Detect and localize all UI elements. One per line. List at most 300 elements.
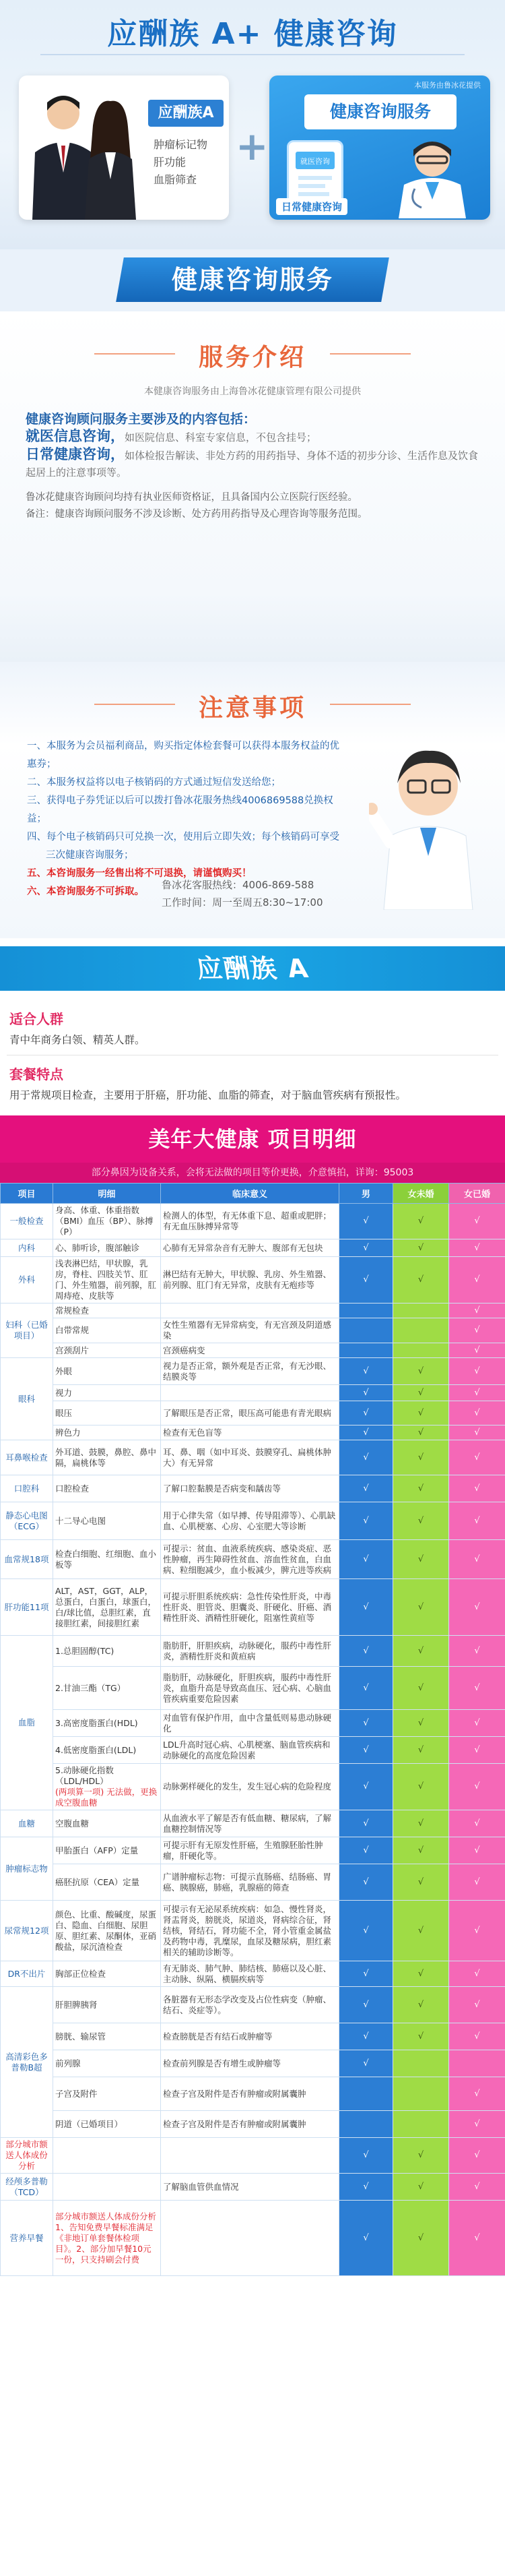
check-icon: √ (417, 1999, 424, 2010)
cell-female-married-check (449, 2201, 505, 2276)
check-icon: √ (363, 1515, 369, 1526)
detail-text: 4.低密度脂蛋白(LDL) (55, 1744, 137, 1755)
cell-male-check (339, 2111, 393, 2138)
check-icon: √ (474, 1717, 480, 1728)
detail-text: 癌胚抗原（CEA）定量 (55, 1876, 140, 1887)
cell-female-unmarried-check (393, 2201, 449, 2276)
cell-male-check (339, 2023, 393, 2050)
package-info (0, 1000, 505, 1110)
cell-detail (53, 2138, 161, 2174)
check-icon: √ (363, 1818, 369, 1829)
check-icon: √ (474, 1781, 480, 1791)
cell-male-check (339, 1502, 393, 1540)
cell-male-check (339, 1318, 393, 1343)
cell-detail (53, 1710, 161, 1737)
table-row (1, 1425, 505, 1440)
check-icon: √ (474, 1744, 480, 1755)
cell-female-unmarried-check (393, 1425, 449, 1440)
cell-meaning: 宫颈癌病变 (161, 1343, 339, 1358)
detail-text: 胸部正位检查 (55, 1968, 106, 1979)
col-header-meaning: 临床意义 (161, 1184, 339, 1204)
heading-line-right (330, 353, 411, 355)
cell-female-unmarried-check (393, 1764, 449, 1810)
package-card[interactable] (19, 75, 229, 220)
cell-meaning: 可提示有无泌尿系统疾病：如急、慢性肾炎，肾盂肾炎，膀胱炎，尿道炎，肾病综合征，肾结核，肾结石，肾功能不全，肾小管重金属盐及药物中毒，乳糜尿，血尿及糖尿病，胆红素相关的辅助诊断等。 (161, 1901, 339, 1961)
cell-male-check (339, 1343, 393, 1358)
check-icon: √ (363, 1366, 369, 1376)
table-row (1, 2174, 505, 2201)
cell-meaning (161, 1304, 339, 1318)
notice-item: 一、本服务为会员福利商品，购买指定体检套餐可以获得本服务权益的优惠券； (27, 741, 339, 770)
cell-male-check (339, 1425, 393, 1440)
consultant-qualification: 鲁冰花健康咨询顾问均持有执业医师资格证，且具备国内公立医院行医经验。 (26, 492, 358, 503)
cell-male-check (339, 2174, 393, 2201)
check-icon: √ (417, 1818, 424, 1829)
service-intro-section (0, 311, 505, 662)
check-icon: √ (417, 1452, 424, 1463)
cell-item: DR不出片 (1, 1961, 53, 1987)
scope-item-daily-consult (26, 446, 483, 481)
cell-item: 耳鼻喉检查 (1, 1440, 53, 1475)
cell-detail (53, 1385, 161, 1401)
col-header-detail: 明细 (53, 1184, 161, 1204)
check-icon: √ (363, 1407, 369, 1418)
detail-text: 检查白细胞、红细胞、血小板等 (55, 1548, 157, 1570)
spacer (26, 481, 483, 489)
cell-male-check (339, 1304, 393, 1318)
cell-detail (53, 2174, 161, 2201)
cell-female-unmarried-check (393, 2077, 449, 2111)
scope-text: 如体检报告解读、非处方药的用药指导、身体不适的初步分诊、生活作息及饮食起居上的注意事项等。 (26, 450, 479, 479)
cell-detail (53, 2077, 161, 2111)
detail-text: 肝胆脾胰肾 (55, 1999, 98, 2010)
detail-text: 3.高密度脂蛋白(HDL) (55, 1717, 138, 1728)
cell-male-check (339, 1579, 393, 1636)
cell-female-married-check (449, 1540, 505, 1579)
detail-text: 前列腺 (55, 2058, 81, 2068)
cell-female-married-check (449, 1318, 505, 1343)
detail-text: 辨色力 (55, 1427, 81, 1438)
cell-detail (53, 1239, 161, 1257)
cell-female-married-check (449, 1636, 505, 1667)
cell-detail (53, 1343, 161, 1358)
scope-text: 如医院信息、科室专家信息，不包含挂号； (125, 431, 317, 443)
cell-male-check (339, 1358, 393, 1385)
plus-icon: + (236, 123, 269, 169)
cell-female-unmarried-check (393, 1358, 449, 1385)
notice-section (0, 662, 505, 938)
package-name-tag: 应酬族A (148, 100, 224, 127)
provider-note: 本服务由鲁冰花提供 (414, 81, 481, 90)
cell-female-unmarried-check (393, 1961, 449, 1987)
cell-male-check (339, 1837, 393, 1864)
check-icon: √ (474, 1645, 480, 1656)
cell-detail (53, 1475, 161, 1502)
cell-meaning: LDL升高时冠心病、心肌梗塞、脑血管疾病和动脉硬化的高度危险因素 (161, 1737, 339, 1764)
table-row (1, 1764, 505, 1810)
check-icon: √ (474, 2232, 480, 2243)
section-title: 应酬族 A (193, 954, 312, 983)
cell-male-check (339, 1764, 393, 1810)
cell-item: 口腔科 (1, 1475, 53, 1502)
col-header-female-unmarried: 女未婚 (393, 1184, 449, 1204)
check-icon: √ (474, 2088, 480, 2099)
cell-female-married-check (449, 1710, 505, 1737)
check-icon: √ (363, 1845, 369, 1856)
notice-item-warning: 六、本咨询服务不可拆取。 (27, 886, 144, 897)
cell-female-unmarried-check (393, 1901, 449, 1961)
detail-text: 颜色、比重、酸碱度，尿蛋白、隐血、白细胞、尿胆原、胆红素、尿酮体，亚硝酸盐，尿沉渣检查 (55, 1909, 157, 1952)
cell-male-check (339, 1385, 393, 1401)
cell-female-married-check (449, 1837, 505, 1864)
cell-female-married-check (449, 1987, 505, 2023)
package-features (0, 1055, 505, 1110)
check-icon: √ (363, 2150, 369, 2160)
service-intro-heading-wrap (0, 338, 505, 373)
check-icon: √ (474, 1483, 480, 1494)
check-icon: √ (417, 2181, 424, 2192)
table-row (1, 2050, 505, 2077)
detail-text: 眼压 (55, 1407, 73, 1418)
cell-detail (53, 1425, 161, 1440)
cell-item: 妇科（已婚项目） (1, 1304, 53, 1358)
item-table-subtitle: 部分鼻因为设备关系，会将无法做的项目等价更换，介意慎拍，详询：95003 (0, 1163, 505, 1183)
heading-line-left (94, 353, 175, 355)
check-icon: √ (363, 1968, 369, 1979)
cell-detail (53, 1304, 161, 1318)
check-icon: √ (363, 1387, 369, 1398)
cell-detail (53, 1810, 161, 1837)
table-row (1, 1837, 505, 1864)
detail-text: 2.甘油三酯（TG） (55, 1682, 126, 1693)
suitable-crowd-label: 适合人群 (9, 1011, 63, 1027)
cell-meaning: 淋巴结有无肿大，甲状腺、乳房、外生殖器、前列腺、肛门有无异常，皮肤有无疱疹等 (161, 1257, 339, 1304)
cell-item: 高清彩色多普勒B超 (1, 1987, 53, 2138)
cell-detail (53, 1961, 161, 1987)
daily-consult-badge: 日常健康咨询 (276, 198, 347, 215)
check-icon: √ (363, 1876, 369, 1887)
detail-text: 1.总胆固醇(TC) (55, 1645, 114, 1656)
scope-title: 就医信息咨询， (26, 428, 125, 444)
check-icon: √ (363, 1682, 369, 1693)
cell-female-unmarried-check (393, 2111, 449, 2138)
cell-detail (53, 1318, 161, 1343)
check-icon: √ (363, 1427, 369, 1438)
check-icon: √ (363, 1601, 369, 1612)
check-icon: √ (417, 1366, 424, 1376)
cell-male-check (339, 2050, 393, 2077)
cell-male-check (339, 1636, 393, 1667)
cell-female-unmarried-check (393, 1837, 449, 1864)
cell-female-married-check (449, 1864, 505, 1901)
check-icon: √ (363, 2181, 369, 2192)
check-icon: √ (474, 1515, 480, 1526)
check-icon: √ (417, 1483, 424, 1494)
cell-meaning: 有无肺炎、肺气肿、肺结核、肺癌以及心脏、主动脉、纵隔、横膈疾病等 (161, 1961, 339, 1987)
table-row (1, 1358, 505, 1385)
check-icon: √ (417, 2150, 424, 2160)
notice-item: 二、本服务权益将以电子核销码的方式通过短信发送给您； (27, 777, 281, 788)
check-icon: √ (417, 1407, 424, 1418)
cell-meaning: 检查前列腺是否有增生或肿瘤等 (161, 2050, 339, 2077)
cell-meaning (161, 2201, 339, 2276)
section-title-bar (0, 946, 505, 991)
check-icon: √ (363, 1242, 369, 1253)
cell-female-unmarried-check (393, 1257, 449, 1304)
check-icon: √ (417, 2232, 424, 2243)
cell-meaning: 了解口腔黏膜是否病变和龋齿等 (161, 1475, 339, 1502)
table-row (1, 1636, 505, 1667)
check-icon: √ (474, 1968, 480, 1979)
scope-item-medical-info (26, 428, 483, 446)
cell-meaning: 视力是否正常，额外观是否正常，有无沙眼、结膜炎等 (161, 1358, 339, 1385)
check-icon: √ (363, 2058, 369, 2068)
cell-female-married-check (449, 1440, 505, 1475)
cell-male-check (339, 1401, 393, 1425)
check-icon: √ (474, 1452, 480, 1463)
cell-detail (53, 1864, 161, 1901)
check-icon: √ (474, 1999, 480, 2010)
check-icon: √ (417, 1427, 424, 1438)
cell-detail (53, 1987, 161, 2023)
check-icon: √ (474, 1925, 480, 1936)
col-header-item: 项目 (1, 1184, 53, 1204)
detail-text: 5.动脉硬化指数（LDL/HDL） (55, 1765, 114, 1786)
notice-item-warning: 五、本咨询服务一经售出将不可退换，请谨慎购买！ (27, 868, 252, 879)
check-icon: √ (363, 1925, 369, 1936)
table-row (1, 1304, 505, 1318)
cell-item: 外科 (1, 1257, 53, 1304)
item-detail-table (0, 1183, 505, 2276)
cell-female-married-check (449, 2111, 505, 2138)
cell-male-check (339, 1901, 393, 1961)
check-icon: √ (417, 1845, 424, 1856)
detail-text: 空腹血糖 (55, 1818, 90, 1829)
hero-banner (0, 0, 505, 249)
cell-female-married-check (449, 2077, 505, 2111)
cell-meaning: 检查膀胱是否有结石或肿瘤等 (161, 2023, 339, 2050)
col-header-male: 男 (339, 1184, 393, 1204)
cell-meaning: 可提示肝有无原发性肝癌，生殖腺胚胎性肿瘤，肝硬化等。 (161, 1837, 339, 1864)
cell-meaning: 耳、鼻、咽（如中耳炎、鼓膜穿孔、扁桃体肿大）有无异常 (161, 1440, 339, 1475)
cell-detail (53, 1257, 161, 1304)
notice-item: 三、获得电子券凭证以后可以拨打鲁冰花服务热线4006869588兑换权益； (27, 795, 333, 824)
cell-female-married-check (449, 1764, 505, 1810)
cell-female-married-check (449, 1343, 505, 1358)
cell-detail (53, 2050, 161, 2077)
table-row (1, 1385, 505, 1401)
cell-detail (53, 2023, 161, 2050)
cell-female-married-check (449, 1358, 505, 1385)
business-people-illustration (23, 85, 151, 220)
cell-item: 肿瘤标志物 (1, 1837, 53, 1901)
table-row (1, 1667, 505, 1710)
cell-female-unmarried-check (393, 1239, 449, 1257)
check-icon: √ (474, 2150, 480, 2160)
check-icon: √ (417, 1601, 424, 1612)
check-icon: √ (417, 1744, 424, 1755)
package-features-text: 用于常规项目检查，主要用于肝癌，肝功能、血脂的筛查，对于脑血管疾病有预报性。 (9, 1089, 407, 1101)
cell-item: 尿常规12项 (1, 1901, 53, 1961)
table-row (1, 1502, 505, 1540)
table-row (1, 2138, 505, 2174)
cell-female-unmarried-check (393, 2138, 449, 2174)
col-header-female-married: 女已婚 (449, 1184, 505, 1204)
cell-detail (53, 1204, 161, 1239)
table-row (1, 1810, 505, 1837)
highlight-item: 肝功能 (154, 156, 187, 168)
service-remark: 备注：健康咨询顾问服务不涉及诊断、处方药用药指导及心理咨询等服务范围。 (26, 509, 368, 520)
cell-female-married-check (449, 1579, 505, 1636)
notice-heading-wrap (0, 689, 505, 723)
cell-male-check (339, 1810, 393, 1837)
detail-text: 外耳道、鼓膜，鼻腔、鼻中隔，扁桃体等 (55, 1446, 157, 1468)
table-row (1, 1343, 505, 1358)
table-row (1, 1961, 505, 1987)
section-title-bar (116, 257, 389, 302)
detail-text: 口腔检查 (55, 1483, 90, 1494)
cell-item: 肝功能11项 (1, 1579, 53, 1636)
cell-female-unmarried-check (393, 2050, 449, 2077)
contact-info (162, 876, 323, 911)
cell-item: 血常规18项 (1, 1540, 53, 1579)
check-icon: √ (417, 1242, 424, 1253)
cell-female-unmarried-check (393, 1864, 449, 1901)
cell-male-check (339, 2138, 393, 2174)
detail-text: 白带常规 (55, 1325, 90, 1335)
cell-male-check (339, 1204, 393, 1239)
cell-female-unmarried-check (393, 1440, 449, 1475)
cell-female-married-check (449, 1204, 505, 1239)
cell-item: 内科 (1, 1239, 53, 1257)
cell-meaning: 对血管有保护作用，血中含量低则易患动脉硬化 (161, 1710, 339, 1737)
table-row (1, 1440, 505, 1475)
cell-female-married-check (449, 1502, 505, 1540)
cell-female-unmarried-check (393, 1401, 449, 1425)
check-icon: √ (363, 1554, 369, 1564)
cell-female-married-check (449, 1901, 505, 1961)
cell-detail (53, 1636, 161, 1667)
consultation-title: 健康咨询服务 (304, 94, 457, 129)
check-icon: √ (474, 2118, 480, 2129)
cell-male-check (339, 1737, 393, 1764)
cell-meaning: 心肺有无异常杂音有无肿大、腹部有无包块 (161, 1239, 339, 1257)
table-row (1, 1204, 505, 1239)
detail-text: 常规检查 (55, 1305, 90, 1316)
table-row (1, 1239, 505, 1257)
cell-detail (53, 2201, 161, 2276)
cell-male-check (339, 1239, 393, 1257)
table-row (1, 1257, 505, 1304)
item-table-title: 美年大健康 项目明细 (0, 1115, 505, 1163)
cell-female-unmarried-check (393, 1810, 449, 1837)
cell-detail (53, 1502, 161, 1540)
cell-meaning: 了解脑血管供血情况 (161, 2174, 339, 2201)
cell-detail (53, 1837, 161, 1864)
check-icon: √ (474, 2181, 480, 2192)
cell-meaning: 用于心律失常（如早搏、传导阻滞等）、心肌缺血、心肌梗塞、心房、心室肥大等诊断 (161, 1502, 339, 1540)
check-icon: √ (417, 1682, 424, 1693)
cell-detail (53, 1667, 161, 1710)
check-icon: √ (474, 1554, 480, 1564)
cell-female-unmarried-check (393, 1987, 449, 2023)
cell-male-check (339, 1864, 393, 1901)
detail-text: 十二导心电图 (55, 1515, 106, 1526)
check-icon: √ (363, 1645, 369, 1656)
doctor-illustration (368, 132, 486, 218)
hero-title: 应酬族 A+ 健康咨询 (107, 17, 398, 51)
cell-female-unmarried-check (393, 1304, 449, 1318)
check-icon: √ (474, 1845, 480, 1856)
cell-item: 部分城市额送人体成份分析 (1, 2138, 53, 2174)
notice-item: 三次健康咨询服务； (46, 850, 134, 861)
cell-item: 血脂 (1, 1636, 53, 1810)
cell-meaning: 广谱肿瘤标志物：可提示直肠癌、结肠癌、胃癌、胰腺癌，肺癌，乳腺癌的筛查 (161, 1864, 339, 1901)
check-icon: √ (363, 1216, 369, 1226)
check-icon: √ (474, 1682, 480, 1693)
check-icon: √ (474, 1366, 480, 1376)
table-row (1, 1737, 505, 1764)
cell-meaning: 检查子宫及附件是否有肿瘤或附属囊肿 (161, 2077, 339, 2111)
section-banner-package (0, 938, 505, 1000)
consultation-card[interactable] (269, 75, 490, 220)
table-row (1, 1864, 505, 1901)
heading-line-left (94, 704, 175, 705)
cell-detail (53, 1440, 161, 1475)
cell-item: 眼科 (1, 1358, 53, 1440)
check-icon: √ (474, 1818, 480, 1829)
check-icon: √ (417, 1781, 424, 1791)
check-icon: √ (417, 1515, 424, 1526)
cell-meaning: 从血液水平了解是否有低血糖、糖尿病，了解血糖控制情况等 (161, 1810, 339, 1837)
cell-detail (53, 1579, 161, 1636)
cell-female-unmarried-check (393, 1579, 449, 1636)
detail-text: 膀胱、输尿管 (55, 2031, 106, 2042)
cell-detail (53, 1540, 161, 1579)
check-icon: √ (474, 1601, 480, 1612)
phone-text: 就医咨询 (300, 157, 330, 166)
cell-meaning: 检测人的体型，有无体重下息、超重或肥胖；有无血压脉搏异常等 (161, 1204, 339, 1239)
cell-meaning (161, 1385, 339, 1401)
hotline-text: 鲁冰花客服热线：4006-869-588 (162, 879, 314, 891)
detail-text: 视力 (55, 1387, 73, 1398)
check-icon: √ (474, 1325, 480, 1335)
table-row (1, 2201, 505, 2276)
section-banner-consultation (0, 249, 505, 311)
check-icon: √ (417, 1216, 424, 1226)
hero-divider (40, 54, 465, 55)
check-icon: √ (417, 1645, 424, 1656)
detail-text: 甲胎蛋白（AFP）定量 (55, 1845, 139, 1856)
cell-meaning: 各脏器有无形态学改变及占位性病变（肿瘤、结石、炎症等）。 (161, 1987, 339, 2023)
cell-female-married-check (449, 1257, 505, 1304)
cell-male-check (339, 1667, 393, 1710)
cell-female-married-check (449, 1667, 505, 1710)
cell-meaning: 脂肪肝，肝胆疾病，动脉硬化，服药中毒性肝炎，酒精性肝炎和黄疸病 (161, 1636, 339, 1667)
cell-female-married-check (449, 1385, 505, 1401)
notice-item: 四、每个电子核销码只可兑换一次，使用后立即失效；每个核销码可享受 (27, 832, 339, 842)
check-icon: √ (363, 2232, 369, 2243)
working-hours-text: 工作时间：周一至周五8:30~17:00 (162, 896, 323, 909)
check-icon: √ (474, 1305, 480, 1316)
cell-male-check (339, 1257, 393, 1304)
cell-female-married-check (449, 2138, 505, 2174)
cell-female-unmarried-check (393, 2174, 449, 2201)
cell-meaning: 检查子宫及附件是否有肿瘤或附属囊肿 (161, 2111, 339, 2138)
cell-male-check (339, 1540, 393, 1579)
cell-meaning (161, 2138, 339, 2174)
cell-item: 血糖 (1, 1810, 53, 1837)
